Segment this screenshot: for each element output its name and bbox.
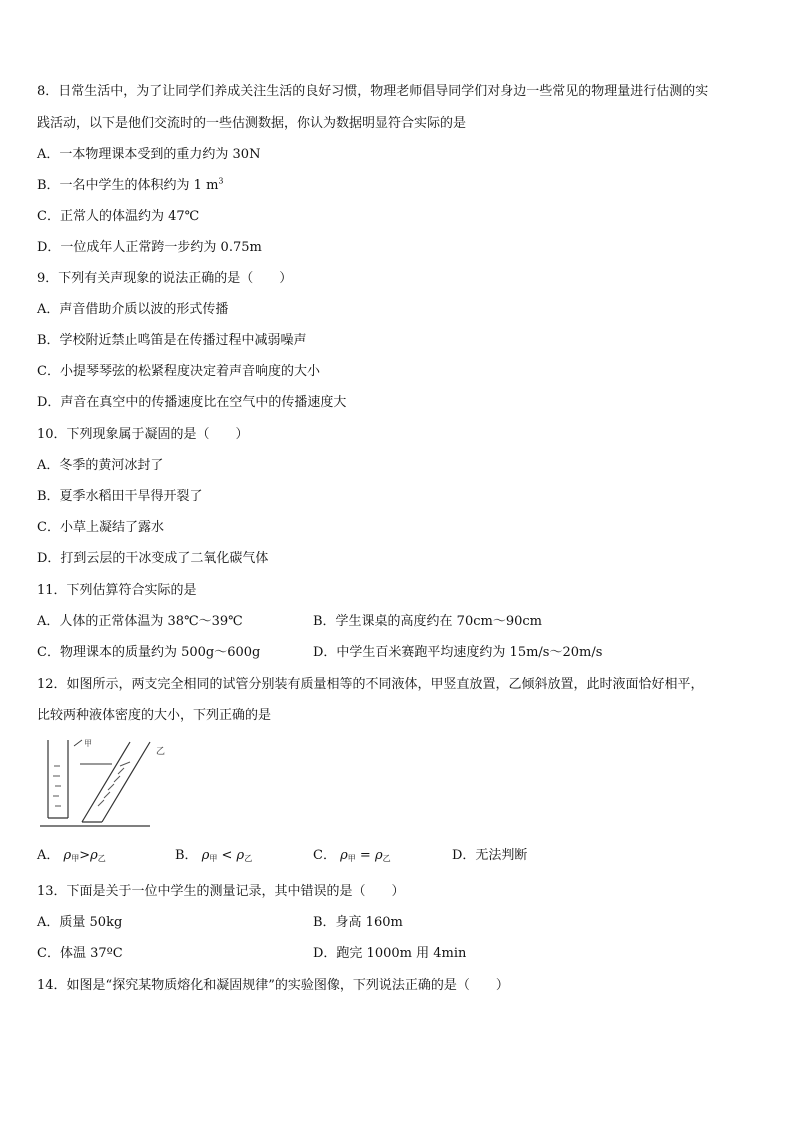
q9-stem: 9．下列有关声现象的说法正确的是（ ） (37, 271, 293, 286)
q11-option-b: B．学生课桌的高度约在 70cm～90cm (313, 614, 542, 629)
q9-option-a: A．声音借助介质以波的形式传播 (37, 302, 229, 317)
q9-option-d: D．声音在真空中的传播速度比在空气中的传播速度大 (37, 395, 347, 410)
label-jia: 甲 (84, 739, 92, 748)
q10-stem: 10．下列现象属于凝固的是（ ） (37, 427, 249, 442)
q8-option-c: C．正常人的体温约为 47℃ (37, 209, 200, 224)
q12-stem-line2: 比较两种液体密度的大小，下列正确的是 (37, 708, 272, 723)
q8-option-d: D．一位成年人正常跨一步约为 0.75m (37, 240, 262, 255)
tube-jia-liquid (53, 766, 61, 806)
q12-option-a: A． $\rho_甲>\rho_乙$ (37, 848, 106, 863)
q11-option-d: D．中学生百米赛跑平均速度约为 15m/s～20m/s (313, 645, 603, 660)
q9-option-c: C．小提琴琴弦的松紧程度决定着声音响度的大小 (37, 364, 320, 379)
q14-stem: 14．如图是“探究某物质熔化和凝固规律”的实验图像，下列说法正确的是（ ） (37, 978, 509, 993)
q13-stem: 13．下面是关于一位中学生的测量记录，其中错误的是（ ） (37, 884, 405, 899)
q8-stem-line1: 8．日常生活中，为了让同学们养成关注生活的良好习惯，物理老师倡导同学们对身边一些常见的物理量进行估测的实 (37, 84, 709, 99)
tube-yi (82, 742, 150, 822)
q8-stem-line2: 践活动，以下是他们交流时的一些估测数据，你认为数据明显符合实际的是 (37, 116, 467, 131)
q10-option-c: C．小草上凝结了露水 (37, 520, 164, 535)
q12-option-b: B． $\rho_甲 < \rho_乙$ (175, 848, 253, 863)
q10-option-a: A．冬季的黄河冰封了 (37, 458, 164, 473)
q12-stem-line1: 12．如图所示，两支完全相同的试管分别装有质量相等的不同液体，甲竖直放置，乙倾斜放置，此时液面恰好相平， (37, 677, 704, 692)
q12-option-c: C． $\rho_甲 = \rho_乙$ (313, 848, 391, 863)
q12-option-d: D．无法判断 (452, 848, 528, 863)
q10-option-d: D．打到云层的干冰变成了二氧化碳气体 (37, 551, 269, 566)
label-yi: 乙 (156, 747, 166, 757)
q8-option-b-text: B．一名中学生的体积约为 1 m (37, 178, 219, 193)
q13-option-c: C．体温 37ºC (37, 946, 123, 961)
q13-option-a: A．质量 50kg (37, 915, 123, 930)
q13-option-d: D．跑完 1000m 用 4min (313, 946, 467, 961)
q13-option-b: B．身高 160m (313, 915, 403, 930)
q10-option-b: B．夏季水稻田干旱得开裂了 (37, 489, 203, 504)
q11-option-c: C．物理课本的质量约为 500g～600g (37, 645, 261, 660)
q11-stem: 11．下列估算符合实际的是 (37, 583, 197, 598)
q9-option-b: B．学校附近禁止鸣笛是在传播过程中减弱噪声 (37, 333, 307, 348)
q8-option-a: A．一本物理课本受到的重力约为 30N (37, 147, 261, 162)
test-tubes-figure (38, 738, 178, 830)
test-tubes-diagram (38, 738, 178, 830)
superscript-3: 3 (218, 176, 224, 186)
q8-option-b (37, 178, 224, 194)
q11-option-a: A．人体的正常体温为 38℃～39℃ (37, 614, 243, 629)
